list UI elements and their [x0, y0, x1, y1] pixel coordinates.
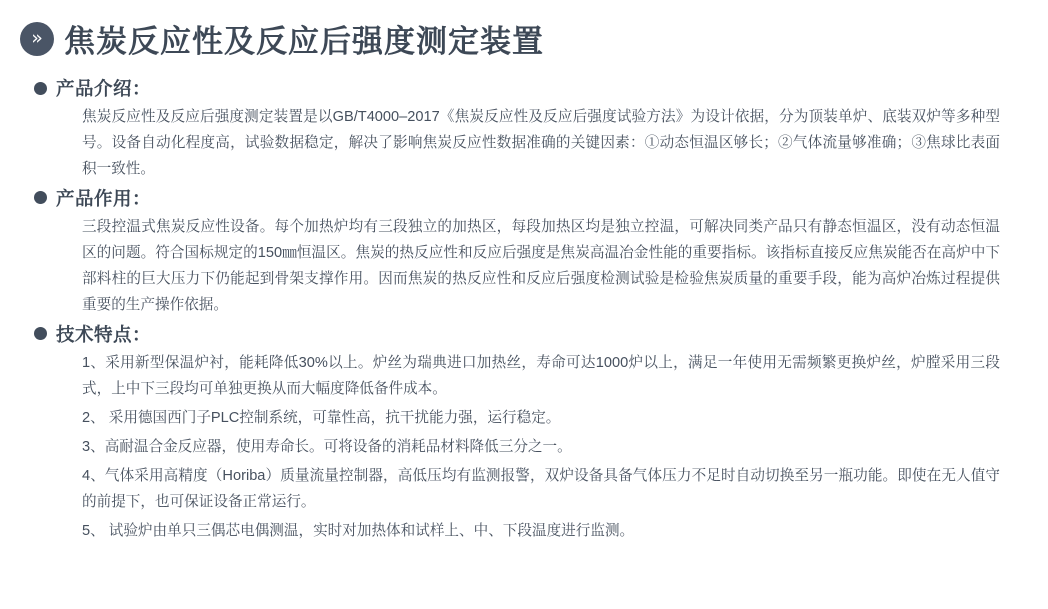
feature-item: 2、 采用德国西门子PLC控制系统，可靠性高，抗干扰能力强，运行稳定。 [82, 409, 561, 426]
section-heading-text: 产品作用： [56, 187, 152, 209]
section-heading-text: 技术特点： [56, 323, 152, 345]
page-title-text: 焦炭反应性及反应后强度测定装置 [64, 24, 544, 59]
section-heading-row [34, 185, 1018, 211]
section-heading-text: 产品介绍： [56, 78, 152, 99]
section-heading-row [34, 75, 1018, 101]
section-body [82, 351, 1000, 545]
section-body [82, 215, 1000, 319]
section-product-intro [20, 75, 1018, 183]
section-body [82, 105, 1000, 183]
section-technical-features [20, 321, 1018, 545]
feature-item: 4、气体采用高精度（Horiba）质量流量控制器，高低压均有监测报警，双炉设备具备气体压力不足时自动切换至另一瓶功能。即使在无人值守的前提下，也可保证设备正常运行。 [82, 467, 1000, 510]
paragraph: 三段控温式焦炭反应性设备。每个加热炉均有三段独立的加热区，每段加热区均是独立控温，可解决同类产品只有静态恒温区，没有动态恒温区的问题。符合国标规定的150㎜恒温区。焦炭的热反应性和反应后强度是焦炭高温冶金性能的重要指标。该指标直接反应焦炭能否在高炉中下部料柱的巨大压力下仍能起到骨架支撑作用。因而焦炭的热反应性和反应后强度检测试验是检验焦炭质量的重要手段，能为高炉冶炼过程提供重要的生产操作依据。 [82, 218, 1000, 313]
page-title [20, 16, 1018, 61]
section-product-function [20, 185, 1018, 319]
feature-item: 3、高耐温合金反应器，使用寿命长。可将设备的消耗品材料降低三分之一。 [82, 438, 572, 455]
double-chevron-right-icon: » [20, 22, 54, 56]
section-heading-row [34, 321, 1018, 347]
bullet-dot-icon [34, 327, 47, 340]
bullet-dot-icon [34, 191, 47, 204]
feature-item: 1、采用新型保温炉衬，能耗降低30%以上。炉丝为瑞典进口加热丝，寿命可达1000炉以上，满足一年使用无需频繁更换炉丝，炉膛采用三段式，上中下三段均可单独更换从而大幅度降低备件成本。 [82, 354, 1000, 397]
feature-item: 5、 试验炉由单只三偶芯电偶测温，实时对加热体和试样上、中、下段温度进行监测。 [82, 522, 635, 539]
paragraph: 焦炭反应性及反应后强度测定装置是以GB/T4000–2017《焦炭反应性及反应后强度试验方法》为设计依据，分为顶装单炉、底装双炉等多种型号。设备自动化程度高，试验数据稳定，解决了影响焦炭反应性数据准确的关键因素：①动态恒温区够长；②气体流量够准确；③焦球比表面积一致性。 [82, 109, 1000, 177]
bullet-dot-icon [34, 82, 47, 95]
